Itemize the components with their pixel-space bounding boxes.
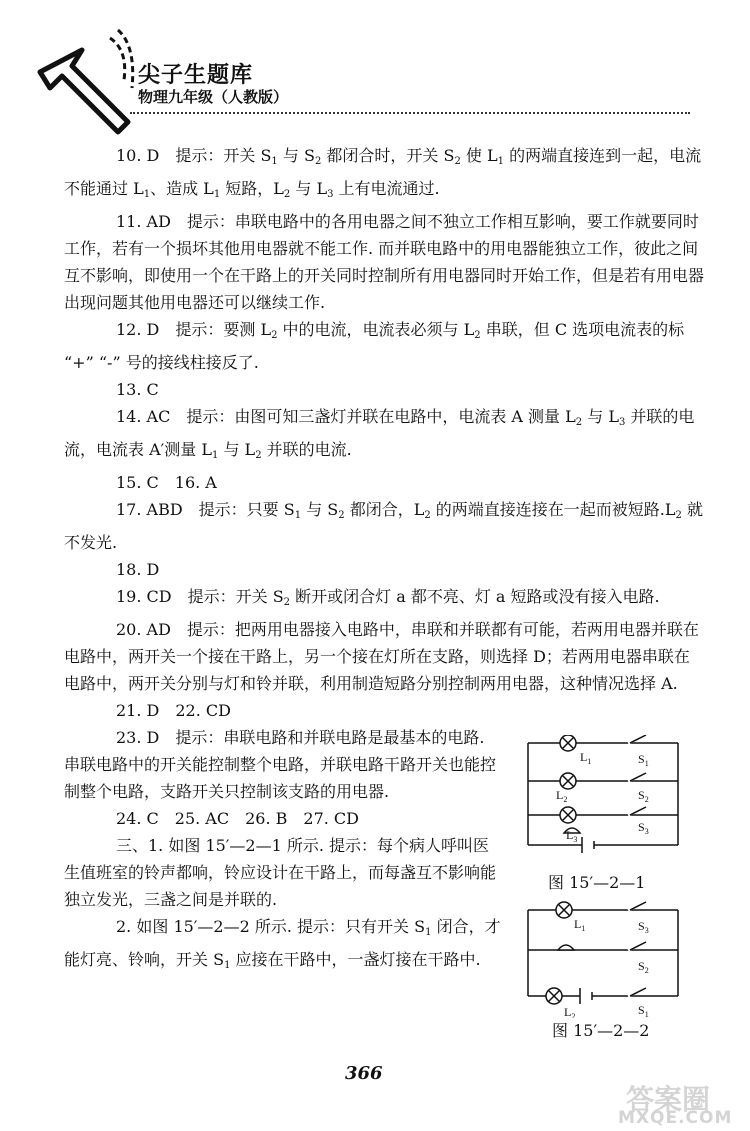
book-title: 尖子生题库	[138, 62, 254, 88]
svg-text:L2: $L_2$	[564, 1005, 576, 1018]
page-header	[0, 0, 750, 140]
answer-13: 13. C	[116, 380, 159, 399]
watermark-url: MXQE.COM	[618, 1108, 733, 1128]
answer-24-27: 24. C 25. AC 26. B 27. CD	[116, 809, 359, 828]
svg-text:L1: $L_1$	[580, 750, 592, 766]
circuit-figure-2	[520, 898, 696, 1018]
answer-11: 11. AD 提示：串联电路中的各用电器之间不独立工作相互影响，要工作就要同时工作，若有一个损坏其他用电器就不能工作. 而并联电路中的用电器能独立工作，彼此之间互不影响，即使用一个在干路上的开关同时控制所有用电器同时开始工作，但是若有用电器出现问题其他用电器还可以继续工作.	[64, 212, 705, 312]
section-3-q1: 三、1. 如图 15′—2—1 所示. 提示：每个病人呼叫医生值班室的铃声都响，铃应设计在干路上，而每盏互不影响能独立发光，三盏之间是并联的.	[64, 836, 497, 909]
answer-15-16: 15. C 16. A	[116, 473, 217, 492]
figure-1-caption: 图 15′—2—1	[548, 873, 646, 892]
fig2-labels	[564, 917, 649, 1018]
answer-23: 23. D 提示：串联电路和并联电路是最基本的电路. 串联电路中的开关能控制整个电路，并联电路干路开关也能控制整个电路，支路开关只控制该支路的用电器.	[64, 728, 497, 801]
svg-text:S1: $S_1$	[638, 752, 649, 768]
header-divider	[130, 112, 690, 114]
fig1-labels	[556, 750, 649, 844]
svg-text:S3: $S_3$	[638, 919, 649, 935]
section-3-q2: 2. 如图 15′—2—2 所示. 提示：只有开关 $S_1$ 闭合，才能灯亮、铃响，开关 $S_1$ 应接在干路中，一盏灯接在干路中.	[64, 917, 501, 971]
svg-text:S2: $S_2$	[638, 788, 649, 804]
book-subtitle: 物理九年级（人教版）	[138, 88, 289, 106]
svg-text:S1: $S_1$	[638, 1003, 649, 1018]
page-number: 366	[345, 1063, 383, 1084]
figure-2-caption: 图 15′—2—2	[552, 1021, 650, 1040]
svg-text:S2: $S_2$	[638, 959, 649, 975]
answer-20: 20. AD 提示：把两用电器接入电路中，串联和并联都有可能，若两用电器并联在电路中，两开关一个接在干路上，另一个接在灯所在支路，则选择 D；若两用电器串联在电路中，两开关分别与灯和铃并联，利用制造短路分别控制两用电器，这种情况选择 A.	[64, 620, 699, 693]
answer-12: 12. D 提示：要测 $L_2$ 中的电流，电流表必须与 $L_2$ 串联，但 C 选项电流表的标 “+” “-” 号的接线柱接反了.	[64, 320, 685, 372]
arrow-logo-icon	[10, 10, 140, 140]
answer-18: 18. D	[116, 560, 160, 579]
answer-21-22: 21. D 22. CD	[116, 701, 231, 720]
circuit-figure-1	[520, 735, 696, 865]
answer-17: 17. ABD 提示：只要 $S_1$ 与 $S_2$ 都闭合，$L_2$ 的两端直接连接在一起而被短路$.L_2$ 就不发光.	[64, 500, 703, 552]
svg-text:L3: $L_3$	[566, 828, 578, 844]
answer-14: 14. AC 提示：由图可知三盏灯并联在电路中，电流表 A 测量 $L_2$ 与 $L_3$ 并联的电流，电流表 A′测量 $L_1$ 与 $L_2$ 并联的电流.	[64, 407, 695, 461]
svg-text:L2: $L_2$	[556, 788, 568, 804]
svg-text:S3: $S_3$	[638, 820, 649, 836]
answer-19: 19. CD 提示：开关 $S_2$ 断开或闭合灯 a 都不亮、灯 a 短路或没有接入电路.	[116, 587, 660, 608]
svg-text:L1: $L_1$	[574, 917, 586, 933]
answer-10: 10. D 提示：开关 $S_1$ 与 $S_2$ 都闭合时，开关 $S_2$ 使 $L_1$ 的两端直接连到一起，电流不能通过 $L_1$、造成 $L_1$ 短路，$L_2$ 与 $L_3$ 上有电流通过.	[64, 146, 702, 200]
watermark-cn: 答案圈	[626, 1083, 711, 1116]
